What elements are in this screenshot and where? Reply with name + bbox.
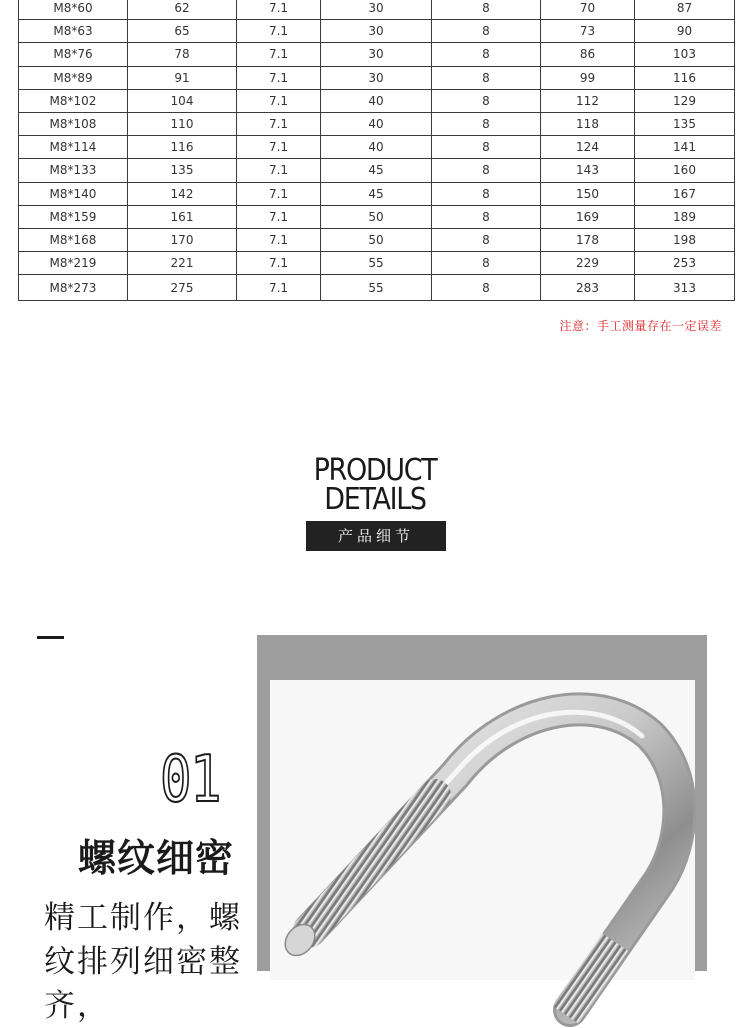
table-cell: M8*140 (19, 182, 128, 205)
table-cell: 70 (541, 0, 635, 20)
table-row (19, 0, 735, 20)
table-row (19, 66, 735, 89)
table-cell: 141 (635, 136, 735, 159)
table-cell: 8 (432, 228, 541, 251)
table-cell: 40 (321, 89, 432, 112)
table-cell: 8 (432, 182, 541, 205)
table-cell: 30 (321, 20, 432, 43)
table-cell: 104 (128, 89, 237, 112)
table-cell: 129 (635, 89, 735, 112)
product-photo-frame (257, 635, 707, 971)
table-cell: 86 (541, 43, 635, 66)
table-row (19, 43, 735, 66)
table-cell: 283 (541, 275, 635, 301)
table-row (19, 159, 735, 182)
table-cell: 50 (321, 205, 432, 228)
table-cell: 7.1 (237, 205, 321, 228)
decorative-dash (37, 636, 64, 639)
table-cell: 78 (128, 43, 237, 66)
table-row (19, 89, 735, 112)
spec-table (18, 0, 735, 301)
table-row (19, 136, 735, 159)
table-row (19, 275, 735, 301)
table-cell: 8 (432, 20, 541, 43)
detail-heading: 螺纹细密 (78, 836, 235, 880)
table-cell: 229 (541, 252, 635, 275)
table-cell: 7.1 (237, 275, 321, 301)
table-cell: M8*60 (19, 0, 128, 20)
product-photo (270, 680, 695, 980)
table-cell: 30 (321, 43, 432, 66)
table-cell: 103 (635, 43, 735, 66)
table-cell: 73 (541, 20, 635, 43)
table-cell: 45 (321, 159, 432, 182)
table-cell: 8 (432, 205, 541, 228)
table-cell: 135 (128, 159, 237, 182)
table-row (19, 228, 735, 251)
table-cell: 160 (635, 159, 735, 182)
table-cell: 7.1 (237, 0, 321, 20)
table-cell: 178 (541, 228, 635, 251)
table-cell: 135 (635, 112, 735, 135)
table-cell: 8 (432, 136, 541, 159)
u-bolt-icon (270, 680, 695, 980)
detail-description: 精工制作，螺纹排列细密整齐， (44, 900, 242, 1024)
table-cell: 7.1 (237, 182, 321, 205)
table-cell: 116 (128, 136, 237, 159)
table-cell: 170 (128, 228, 237, 251)
table-cell: M8*76 (19, 43, 128, 66)
table-cell: 142 (128, 182, 237, 205)
table-row (19, 112, 735, 135)
table-cell: 8 (432, 275, 541, 301)
measurement-note: 注意：手工测量存在一定误差 (559, 319, 722, 333)
table-row (19, 20, 735, 43)
table-cell: 116 (635, 66, 735, 89)
table-cell: 87 (635, 0, 735, 20)
table-cell: 55 (321, 252, 432, 275)
table-cell: 62 (128, 0, 237, 20)
table-cell: 161 (128, 205, 237, 228)
table-cell: 110 (128, 112, 237, 135)
table-cell: M8*133 (19, 159, 128, 182)
table-cell: M8*273 (19, 275, 128, 301)
table-cell: 167 (635, 182, 735, 205)
table-cell: M8*89 (19, 66, 128, 89)
table-cell: 143 (541, 159, 635, 182)
table-cell: M8*63 (19, 20, 128, 43)
table-cell: 65 (128, 20, 237, 43)
table-cell: M8*108 (19, 112, 128, 135)
table-cell: 55 (321, 275, 432, 301)
table-cell: 8 (432, 66, 541, 89)
table-cell: 112 (541, 89, 635, 112)
table-cell: 8 (432, 112, 541, 135)
table-cell: M8*102 (19, 89, 128, 112)
table-cell: 7.1 (237, 43, 321, 66)
table-cell: 7.1 (237, 252, 321, 275)
section-title-line2: DETAILS (324, 482, 426, 517)
table-cell: 275 (128, 275, 237, 301)
table-cell: 50 (321, 228, 432, 251)
table-cell: 30 (321, 0, 432, 20)
table-row (19, 205, 735, 228)
section-tag: 产品细节 (306, 521, 446, 551)
table-cell: 40 (321, 136, 432, 159)
table-cell: 150 (541, 182, 635, 205)
table-cell: 313 (635, 275, 735, 301)
table-row (19, 182, 735, 205)
table-cell: 8 (432, 43, 541, 66)
table-row (19, 252, 735, 275)
table-cell: 8 (432, 252, 541, 275)
table-cell: 30 (321, 66, 432, 89)
section-title-line1: PRODUCT (313, 453, 437, 488)
table-cell: M8*159 (19, 205, 128, 228)
table-cell: 221 (128, 252, 237, 275)
table-cell: 124 (541, 136, 635, 159)
table-cell: 7.1 (237, 228, 321, 251)
table-cell: 7.1 (237, 89, 321, 112)
table-cell: M8*114 (19, 136, 128, 159)
table-cell: 7.1 (237, 20, 321, 43)
table-cell: 7.1 (237, 136, 321, 159)
table-cell: 40 (321, 112, 432, 135)
table-cell: 7.1 (237, 159, 321, 182)
table-cell: 198 (635, 228, 735, 251)
table-cell: 7.1 (237, 112, 321, 135)
spec-table-body (19, 0, 735, 301)
table-cell: 45 (321, 182, 432, 205)
table-cell: M8*168 (19, 228, 128, 251)
table-cell: 8 (432, 159, 541, 182)
table-cell: 8 (432, 0, 541, 20)
table-cell: 99 (541, 66, 635, 89)
table-cell: 189 (635, 205, 735, 228)
table-cell: 8 (432, 89, 541, 112)
table-cell: 118 (541, 112, 635, 135)
table-cell: 7.1 (237, 66, 321, 89)
table-cell: 90 (635, 20, 735, 43)
detail-number: 01 (160, 743, 220, 817)
table-cell: M8*219 (19, 252, 128, 275)
table-cell: 253 (635, 252, 735, 275)
table-cell: 169 (541, 205, 635, 228)
table-cell: 91 (128, 66, 237, 89)
